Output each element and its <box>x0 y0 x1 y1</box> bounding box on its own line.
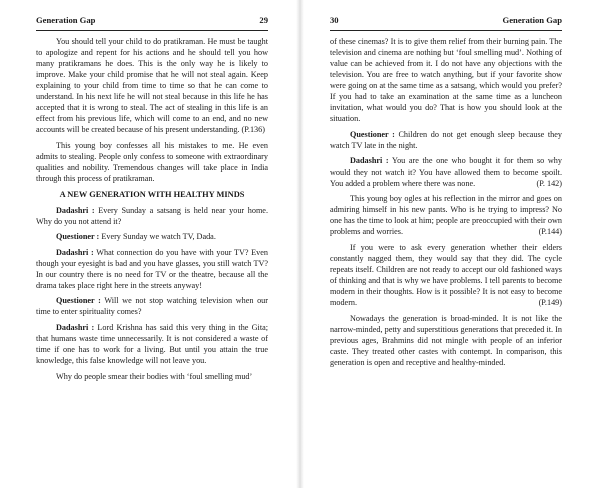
dialogue-paragraph <box>36 247 268 291</box>
speaker-label: Dadashri : <box>56 323 95 333</box>
right-header-title: Generation Gap <box>502 15 562 25</box>
dialogue-paragraph <box>36 295 268 317</box>
dialogue-paragraph <box>36 205 268 227</box>
dialogue-text: Every Sunday a satsang is held near your home. Why do you not attend it? <box>36 205 268 226</box>
speaker-label: Dadashri : <box>56 205 95 215</box>
paragraph-text: You should tell your child to do pratikraman. He must be taught to apologize and repent for his actions and he should tell you how many pratikramans he does. This is the only way he is likely to improve. Make your child promise that he will not steal again. Keep explaining to your child from time to time so that he can come to understand. In his next life he will not steal because in this life he has accepted that it is wrong to steal. The act of stealing in this life is an effect from his previous life, which will come to an end, and no new accounts will be created because of his present understanding. <box>36 37 268 135</box>
left-page <box>0 0 298 488</box>
citation: (P.136) <box>241 125 265 135</box>
dialogue-paragraph <box>36 231 268 242</box>
speaker-label: Dadashri : <box>350 156 389 166</box>
speaker-label: Questioner : <box>56 296 101 306</box>
left-page-number: 29 <box>259 15 268 25</box>
dialogue-text: Every Sunday we watch TV, Dada. <box>99 232 216 242</box>
dialogue-text: What connection do you have with your TV? Even though your eyesight is bad and you have glasses, you still watch TV? In our country there is no need for TV or the theatre, because all the drama takes place right here in the streets anyway! <box>36 247 269 290</box>
right-page-header <box>330 14 562 26</box>
dialogue-text: Children do not get enough sleep because they watch TV late in the night. <box>330 129 562 150</box>
paragraph: of these cinemas? It is to give them relief from their burning pain. The television and cinema are nothing but ‘foul smelling mud’. Nothing of value can be achieved from it. I do not have any objections with the television. You are free to watch anything, but if your favorite show were going on at the same time as a satsang, which would you prefer? If you had to take an examination at the same time as a luncheon invitation, what would you do? That is how you should look at the situation. <box>330 37 562 124</box>
right-page-number: 30 <box>330 15 339 25</box>
dialogue-paragraph <box>36 322 268 366</box>
dialogue-text: Lord Krishna has said this very thing in the Gita; that humans waste time unnecessarily. It is not considered a waste of time if one has to work for a living. But until you attain the true knowledge, this false knowledge will not leave you. <box>36 323 268 366</box>
speaker-label: Questioner : <box>56 232 100 242</box>
paragraph-text: This young boy ogles at his reflection in the mirror and goes on admiring himself in his new pants. Who is he trying to impress? No one has the time to look at him; people are preoccupied with their own problems and worries. <box>330 194 562 237</box>
left-header-title: Generation Gap <box>36 15 96 25</box>
right-body-text <box>330 36 562 372</box>
left-body-text <box>36 36 268 386</box>
left-header-rule <box>36 30 268 31</box>
paragraph: Nowadays the generation is broad-minded. It is not like the narrow-minded, petty and superstitious generations that preceded it. In previous ages, Brahmins did not mingle with people of an inferior caste. They treated other castes with contempt. In comparison, this generation is open and receptive and healthy-minded. <box>330 313 562 367</box>
dialogue-text: You are the one who bought it for them so why would they not watch it? You have allowed them to become spoilt. You added a problem where there was none. <box>330 156 562 188</box>
dialogue-paragraph <box>330 129 562 151</box>
dialogue-paragraph <box>330 155 562 188</box>
left-page-header <box>36 14 268 26</box>
section-heading: A NEW GENERATION WITH HEALTHY MINDS <box>59 189 245 199</box>
right-header-rule <box>330 30 562 31</box>
paragraph: This young boy confesses all his mistakes to me. He even admits to stealing. People only confess to someone with extraordinary qualities and nobility. Tremendous changes will take place in India through this process of pratikraman. <box>36 140 268 184</box>
dialogue-text: Will we not stop watching television when our time to enter spirituality comes? <box>36 296 268 317</box>
paragraph <box>330 193 562 237</box>
speaker-label: Questioner : <box>350 129 395 139</box>
citation: (P. 142) <box>536 178 562 188</box>
paragraph <box>36 36 268 135</box>
citation: (P.144) <box>538 227 562 237</box>
paragraph <box>330 242 562 308</box>
speaker-label: Dadashri : <box>56 247 94 257</box>
right-page <box>301 0 599 488</box>
paragraph: Why do people smear their bodies with ‘foul smelling mud’ <box>56 371 253 381</box>
citation: (P.149) <box>538 298 562 308</box>
paragraph-text: If you were to ask every generation whether their elders constantly nagged them, they would say that they did. The cycle repeats itself. Children are not ready to accept our old fashioned ways of thinking and that is why we have problems. I tell parents to become modern in their thoughts. How is it possible? It is not easy to become modern. <box>330 242 562 308</box>
